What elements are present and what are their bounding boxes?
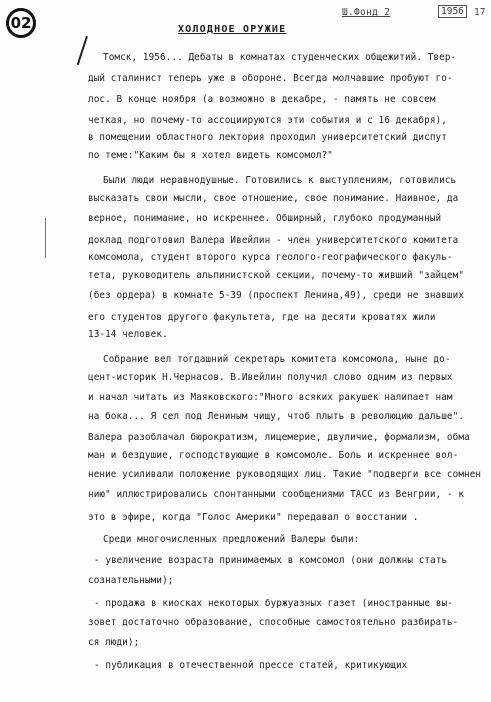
document-number-circle: 02 <box>6 8 36 38</box>
text-line: ман и бездушие, господствующие в комсомоле. Боль и искреннее вол- <box>88 450 459 461</box>
margin-pen-stroke <box>77 36 88 65</box>
text-line: Томск, 1956... Дебаты в комнатах студенческих общежитий. Твер- <box>103 52 457 63</box>
text-line: его студентов другого факультета, где на десяти кроватях жили <box>88 312 436 323</box>
text-line: Собрание вел тогдашний секретарь комитета комсомола, ныне до- <box>103 354 451 365</box>
text-line: нию" иллюстрировались спонтанными сообщениями ТАСС из Венгрии, - к <box>88 489 465 500</box>
text-line: - увеличение возраста принимаемых в комсомол (они должны стать <box>94 555 448 566</box>
text-line: тета, руководитель альпинистской секции, почему-то живший "зайцем" <box>88 270 465 281</box>
text-line: четкая, но почему-то ассоциируются эти события и с 16 декабря), <box>88 115 447 126</box>
text-line: ся люди); <box>88 637 140 648</box>
text-line: высказать свои мысли, свое отношение, свое понимание. Наивное, да <box>88 193 459 204</box>
text-line: в помещении областного лектория проходил университетский диспут <box>88 132 447 143</box>
text-line: нение усиливали положение руководящих лиц. Такие "подверги все сомнен <box>88 469 482 480</box>
text-line: Были люди неравнодушные. Готовились к выступлениям, готовились <box>103 175 457 186</box>
sheet-number: 17 <box>474 7 486 18</box>
archive-stamp: Ш.Фонд 2 <box>342 7 391 18</box>
text-line: комсомола, студент второго курса геолого-географического факуль- <box>88 252 453 263</box>
text-line: Валера разоблачал бюрократизм, лицемерие, двуличие, формализм, обма <box>88 432 470 443</box>
text-line: цент-историк Н.Чернасов. В.Ивейлин получил слово одним из первых <box>88 372 453 383</box>
text-line: на бока... Я сел под Лениным чищу, чтоб плыть в революцию дальше". <box>88 411 465 422</box>
text-line: зовет достаточно образование, способные самостоятельно разбирать- <box>88 617 459 628</box>
archive-reference-box: 1956 <box>438 5 467 18</box>
text-line: сознательными); <box>88 575 174 586</box>
text-line: доклад подготовил Валера Ивейлин - член университетского комитета <box>88 235 459 246</box>
text-line: 13-14 человек. <box>88 329 168 340</box>
text-line: по теме:"Каким бы я хотел видеть комсомол?" <box>88 150 333 161</box>
margin-mark <box>45 218 46 258</box>
text-line: Среди многочисленных предложений Валеры были: <box>103 534 360 545</box>
text-line: лос. В конце ноября (а возможно в декабре, - память не совсем <box>88 94 436 105</box>
text-line: - продажа в киосках некоторых буржуазных газет (иностранные вы- <box>94 598 453 609</box>
text-line: (без ордера) в комнате 5-39 (проспект Ленина,49), среди не знавших <box>88 290 465 301</box>
text-line: это в эфире, когда "Голос Америки" передавал о восстании . <box>88 512 419 523</box>
text-line: - публикация в отечественной прессе статей, критикующих <box>94 660 408 671</box>
text-line: дый сталинист теперь уже в обороне. Всегда молчавшие пробуют го- <box>88 73 453 84</box>
text-line: и начал читать из Маяковского:"Много всяких ракушек налипает нам <box>88 392 453 403</box>
text-line: верное, понимание, но искреннее. Обширный, глубоко продуманный <box>88 213 442 224</box>
document-title: ХОЛОДНОЕ ОРУЖИЕ <box>178 24 287 35</box>
